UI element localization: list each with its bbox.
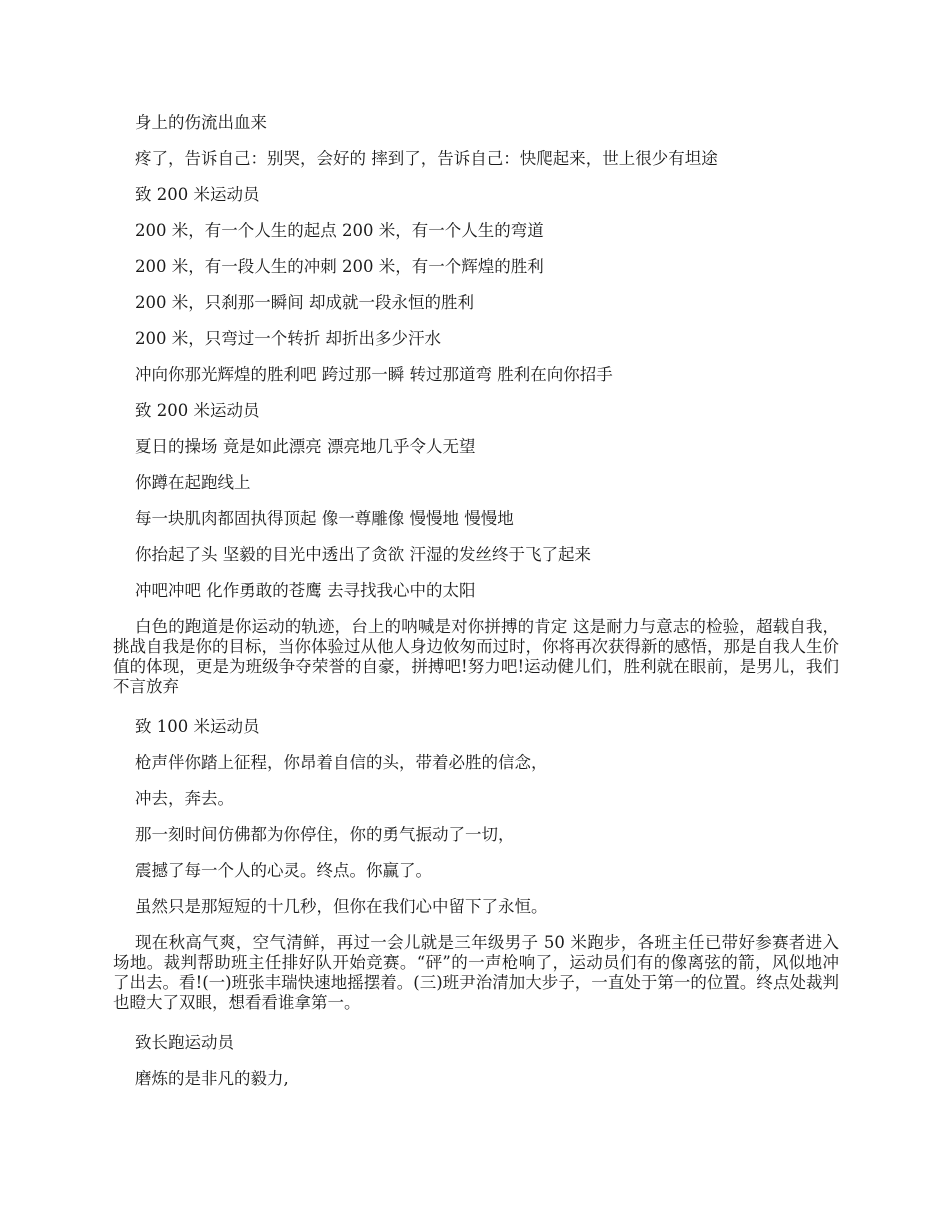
paragraph: 现在秋高气爽，空气清鲜，再过一会儿就是三年级男子 50 米跑步，各班主任已带好参赛者进入场地。裁判帮助班主任排好队开始竞赛。“砰”的一声枪响了，运动员们有的像离弦的箭，风似地冲了出去。看!(一)班张丰瑞快速地摇摆着。(三)班尹治清加大步子，一直处于第一的位置。终点处裁判也瞪大了双眼，想看看谁拿第一。 bbox=[113, 933, 839, 1012]
paragraph: 白色的跑道是你运动的轨迹，台上的呐喊是对你拼搏的肯定 这是耐力与意志的检验，超载自我，挑战自我是你的目标，当你体验过从他人身边攸匆而过时，你将再次获得新的感悟，那是自我人生价值的体现，更是为班级争夺荣誉的自豪，拼搏吧!努力吧!运动健儿们，胜利就在眼前，是男儿，我们不言放弃 bbox=[113, 617, 839, 696]
text-line: 你蹲在起跑线上 bbox=[135, 473, 251, 492]
text-line: 疼了，告诉自己：别哭，会好的 摔到了，告诉自己：快爬起来，世上很少有坦途 bbox=[135, 149, 718, 168]
text-line: 冲吧冲吧 化作勇敢的苍鹰 去寻找我心中的太阳 bbox=[135, 581, 476, 600]
text-line: 冲去，奔去。 bbox=[135, 789, 234, 808]
text-line: 200 米，只刹那一瞬间 却成就一段永恒的胜利 bbox=[135, 293, 474, 312]
text-line: 200 米，有一个人生的起点 200 米，有一个人生的弯道 bbox=[135, 221, 544, 240]
section-heading: 致长跑运动员 bbox=[135, 1033, 234, 1052]
section-heading: 致 100 米运动员 bbox=[135, 717, 260, 736]
text-line: 枪声伴你踏上征程，你昂着自信的头，带着必胜的信念， bbox=[135, 753, 548, 772]
text-line: 冲向你那光辉煌的胜利吧 跨过那一瞬 转过那道弯 胜利在向你招手 bbox=[135, 365, 613, 384]
text-line: 震撼了每一个人的心灵。终点。你赢了。 bbox=[135, 861, 432, 880]
section-heading: 致 200 米运动员 bbox=[135, 401, 260, 420]
text-line: 那一刻时间仿佛都为你停住，你的勇气振动了一切， bbox=[135, 825, 515, 844]
section-heading: 致 200 米运动员 bbox=[135, 185, 260, 204]
text-line: 你抬起了头 坚毅的目光中透出了贪欲 汗湿的发丝终于飞了起来 bbox=[135, 545, 591, 564]
text-line: 200 米，有一段人生的冲刺 200 米，有一个辉煌的胜利 bbox=[135, 257, 544, 276]
text-line: 每一块肌肉都固执得顶起 像一尊雕像 慢慢地 慢慢地 bbox=[135, 509, 514, 528]
text-line: 200 米，只弯过一个转折 却折出多少汗水 bbox=[135, 329, 441, 348]
text-line: 夏日的操场 竟是如此漂亮 漂亮地几乎令人无望 bbox=[135, 437, 476, 456]
text-line: 身上的伤流出血来 bbox=[135, 113, 267, 132]
text-line: 虽然只是那短短的十几秒，但你在我们心中留下了永恒。 bbox=[135, 897, 548, 916]
text-line: 磨炼的是非凡的毅力, bbox=[135, 1069, 289, 1088]
